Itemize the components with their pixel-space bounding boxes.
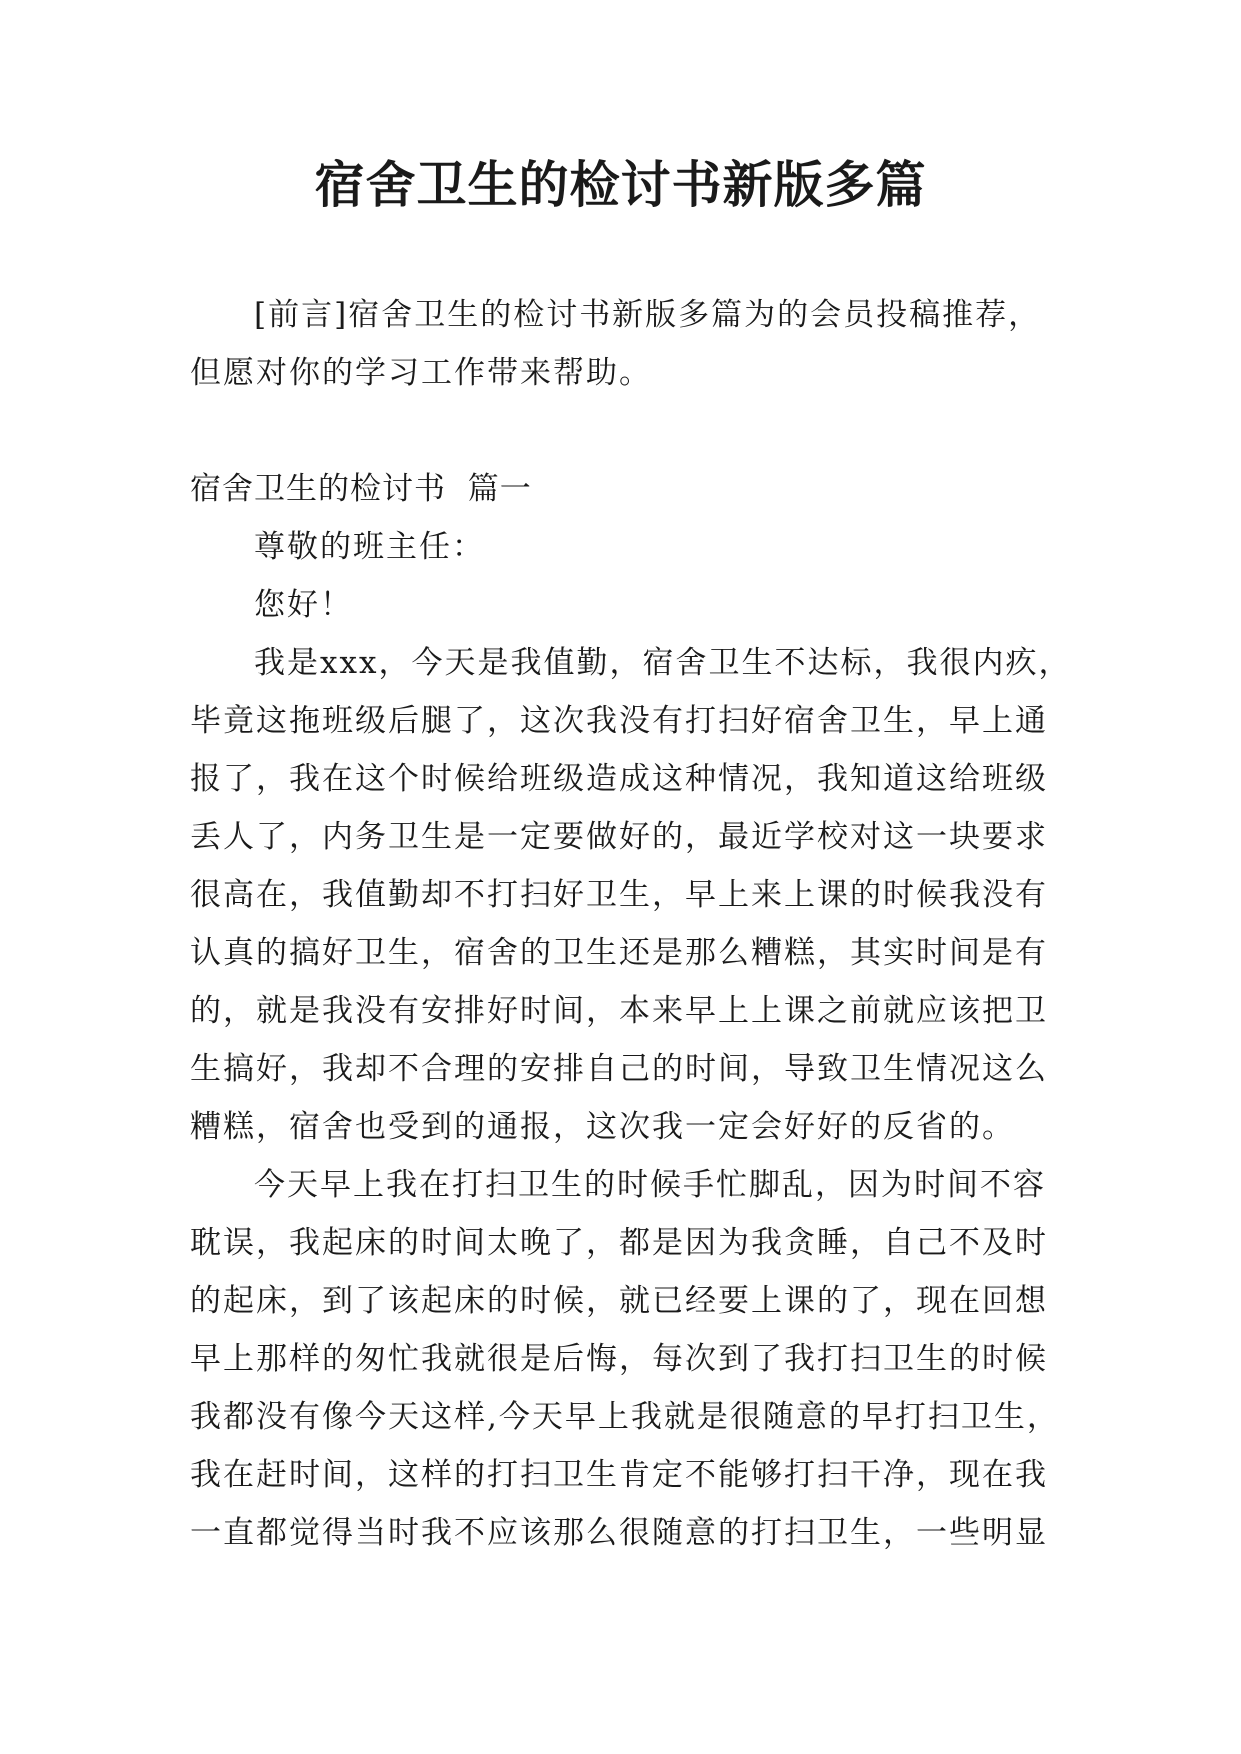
document-title: 宿舍卫生的检讨书新版多篇 — [314, 156, 927, 214]
intro-line: 但愿对你的学习工作带来帮助。 — [190, 355, 652, 391]
salutation: 尊敬的班主任： — [254, 529, 485, 565]
paragraph-line: 一直都觉得当时我不应该那么很随意的打扫卫生，一些明显 — [190, 1515, 1048, 1551]
paragraph-line: 的，就是我没有安排好时间，本来早上上课之前就应该把卫 — [190, 993, 1048, 1029]
section-heading: 宿舍卫生的检讨书 篇一 — [190, 471, 532, 507]
paragraph-line: 早上那样的匆忙我就很是后悔，每次到了我打扫卫生的时候 — [190, 1341, 1048, 1377]
intro-paragraph — [190, 286, 1060, 402]
paragraph-line: 我都没有像今天这样,今天早上我就是很随意的早打扫卫生， — [190, 1399, 1060, 1435]
paragraph-line: 生搞好，我却不合理的安排自己的时间，导致卫生情况这么 — [190, 1051, 1048, 1087]
paragraph-2 — [190, 1156, 1060, 1562]
greeting: 您好！ — [254, 587, 353, 623]
paragraph-line: 糟糕，宿舍也受到的通报，这次我一定会好好的反省的。 — [190, 1109, 1015, 1145]
paragraph-line: 很高在，我值勤却不打扫好卫生，早上来上课的时候我没有 — [190, 877, 1048, 913]
paragraph-line: 我在赶时间，这样的打扫卫生肯定不能够打扫干净，现在我 — [190, 1457, 1048, 1493]
paragraph-line: 耽误，我起床的时间太晚了，都是因为我贪睡，自己不及时 — [190, 1225, 1048, 1261]
paragraph-line: 丢人了，内务卫生是一定要做好的，最近学校对这一块要求 — [190, 819, 1048, 855]
paragraph-line: 我是xxx，今天是我值勤，宿舍卫生不达标，我很内疚， — [254, 645, 1072, 681]
paragraph-line: 认真的搞好卫生，宿舍的卫生还是那么糟糕，其实时间是有 — [190, 935, 1048, 971]
intro-line: [前言]宿舍卫生的检讨书新版多篇为的会员投稿推荐， — [254, 297, 1042, 333]
paragraph-line: 报了，我在这个时候给班级造成这种情况，我知道这给班级 — [190, 761, 1048, 797]
letter-body — [190, 460, 1072, 1562]
paragraph-line: 今天早上我在打扫卫生的时候手忙脚乱，因为时间不容 — [254, 1167, 1046, 1203]
paragraph-line: 的起床，到了该起床的时候，就已经要上课的了，现在回想 — [190, 1283, 1048, 1319]
paragraph-1 — [190, 634, 1072, 1156]
paragraph-line: 毕竟这拖班级后腿了，这次我没有打扫好宿舍卫生，早上通 — [190, 703, 1048, 739]
